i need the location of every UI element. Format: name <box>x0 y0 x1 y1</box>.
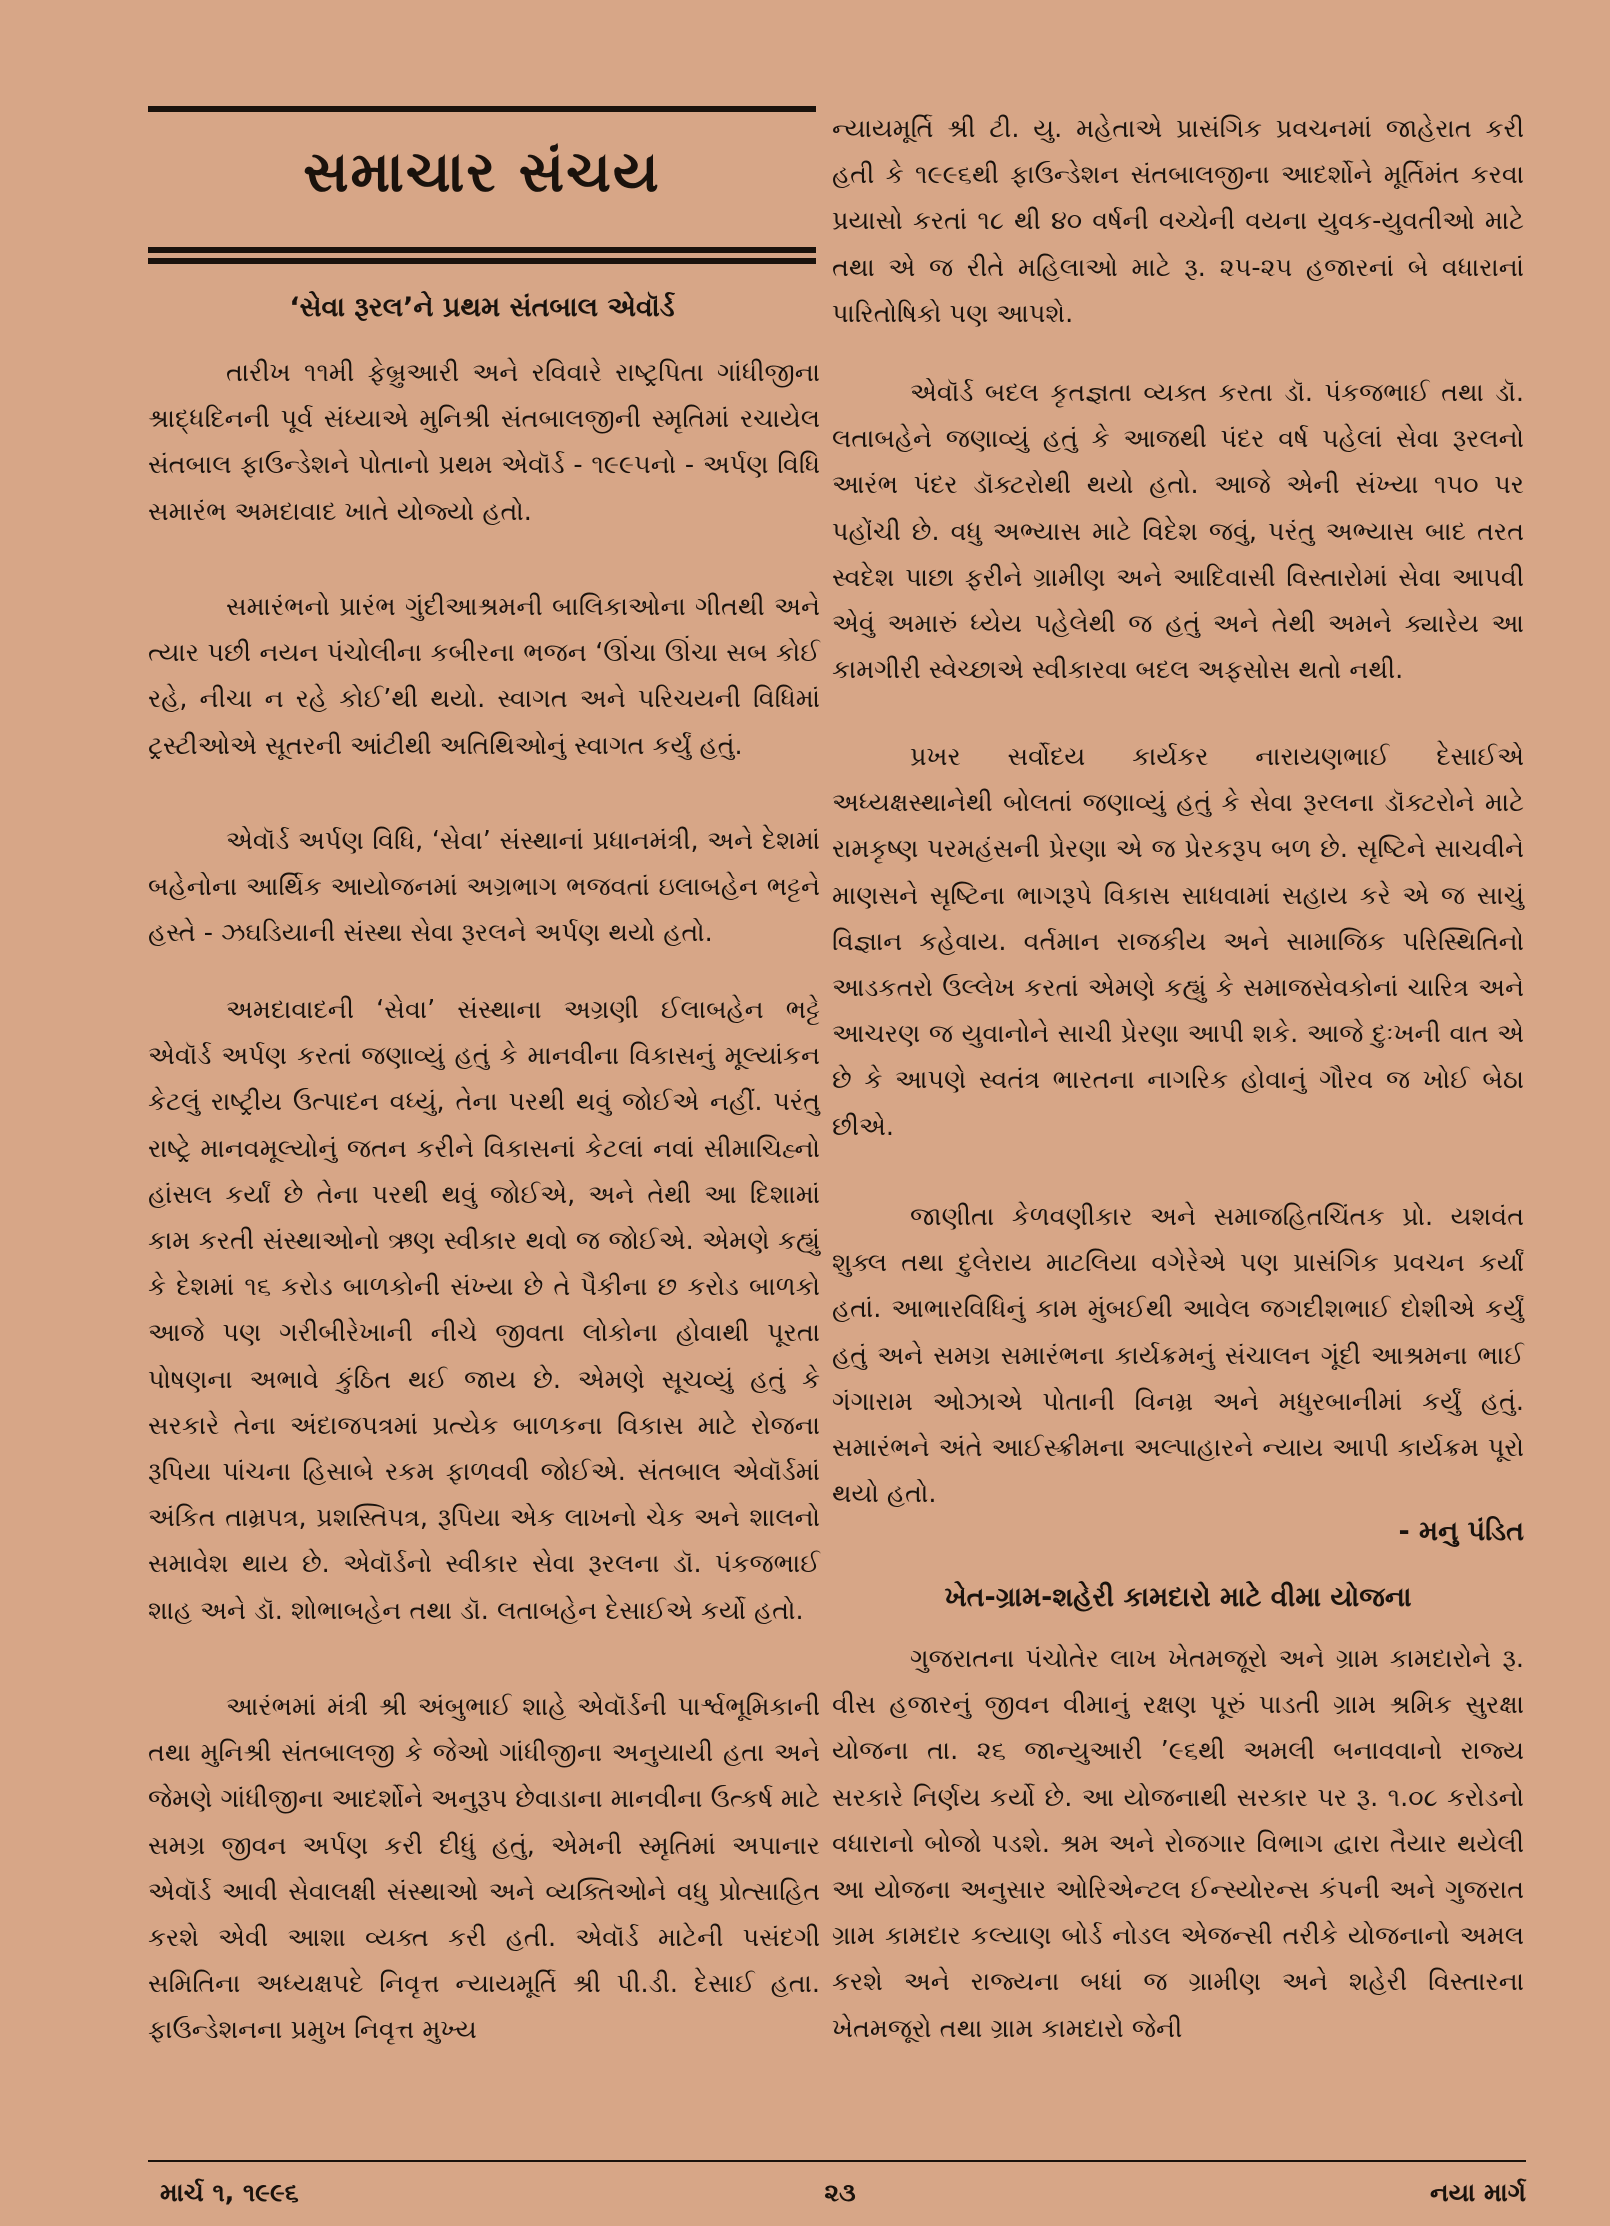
article-heading: ખેત-ગ્રામ-શહેરી કામદારો માટે વીમા યોજના <box>944 1582 1412 1613</box>
article-paragraph: એવૉર્ડ અર્પણ વિધિ, ‘સેવા’ સંસ્થાનાં પ્રધાનમંત્રી, અને દેશમાં બહેનોના આર્થિક આયોજનમાં અગ્રભાગ ભજવતાં ઇલાબહેન ભટ્ટને હસ્તે - ઝઘડિયાની સંસ્થા સેવા રૂરલને અર્પણ થયો હતો. <box>148 826 820 949</box>
publication-name: નયા માર્ગ <box>1430 2178 1526 2207</box>
article-heading: ‘સેવા રૂરલ’ને પ્રથમ સંતબાલ એવૉર્ડ <box>289 292 675 323</box>
article-paragraph: અમદાવાદની ‘સેવા’ સંસ્થાના અગ્રણી ઈલાબહેન ભટ્ટે એવૉર્ડ અર્પણ કરતાં જણાવ્યું હતું કે માનવીના વિકાસનું મૂલ્યાંકન કેટલું રાષ્ટ્રીય ઉત્પાદન વધ્યું, તેના પરથી થવું જોઈએ નહીં. પરંતુ રાષ્ટ્રે માનવમૂલ્યોનું જતન કરીને વિકાસનાં કેટલાં નવાં સીમાચિહ્નો હાંસલ કર્યાં છે તેના પરથી થવું જોઈએ, અને તેથી આ દિશામાં કામ કરતી સંસ્થાઓનો ઋણ સ્વીકાર થવો જ જોઈએ. એમણે કહ્યું કે દેશમાં ૧૬ કરોડ બાળકોની સંખ્યા છે તે પૈકીના છ કરોડ બાળકો આજે પણ ગરીબીરેખાની નીચે જીવતા લોકોના હોવાથી પૂરતા પોષણના અભાવે કુંઠિત થઈ જાય છે. એમણે સૂચવ્યું હતું કે સરકારે તેના અંદાજપત્રમાં પ્રત્યેક બાળકના વિકાસ માટે રોજના રૂપિયા પાંચના હિસાબે રકમ ફાળવવી જોઈએ. સંતબાલ એવૉર્ડમાં અંકિત તામ્રપત્ર, પ્રશસ્તિપત્ર, રૂપિયા એક લાખનો ચેક અને શાલનો સમાવેશ થાય છે. એવૉર્ડનો સ્વીકાર સેવા રૂરલના ડૉ. પંકજભાઈ શાહ અને ડૉ. શોભાબહેન તથા ડૉ. લતાબહેન દેસાઈએ કર્યો હતો. <box>148 995 820 1626</box>
page-title: સમાચાર સંચય <box>303 140 661 205</box>
article-paragraph: આરંભમાં મંત્રી શ્રી અંબુભાઈ શાહે એવૉર્ડની પાર્શ્વભૂમિકાની તથા મુનિશ્રી સંતબાલજી કે જેઓ ગાંધીજીના અનુયાયી હતા અને જેમણે ગાંધીજીના આદર્શોને અનુરૂપ છેવાડાના માનવીના ઉત્કર્ષ માટે સમગ્ર જીવન અર્પણ કરી દીધું હતું, એમની સ્મૃતિમાં અપાનાર એવૉર્ડ આવી સેવાલક્ષી સંસ્થાઓ અને વ્યક્તિઓને વધુ પ્રોત્સાહિત કરશે એવી આશા વ્યક્ત કરી હતી. એવૉર્ડ માટેની પસંદગી સમિતિના અધ્યક્ષપદે નિવૃત્ત ન્યાયમૂર્તિ શ્રી પી.ડી. દેસાઈ હતા. ફાઉન્ડેશનના પ્રમુખ નિવૃત્ત મુખ્ય <box>148 1692 820 2046</box>
article-paragraph: પ્રખર સર્વોદય કાર્યકર નારાયણભાઈ દેસાઈએ અધ્યક્ષસ્થાનેથી બોલતાં જણાવ્યું હતું કે સેવા રૂરલના ડૉક્ટરોને માટે રામકૃષ્ણ પરમહંસની પ્રેરણા એ જ પ્રેરકરૂપ બળ છે. સૃષ્ટિને સાચવીને માણસને સૃષ્ટિના ભાગરૂપે વિકાસ સાધવામાં સહાય કરે એ જ સાચું વિજ્ઞાન કહેવાય. વર્તમાન રાજકીય અને સામાજિક પરિસ્થિતિનો આડકતરો ઉલ્લેખ કરતાં એમણે કહ્યું કે સમાજસેવકોનાં ચારિત્ર અને આચરણ જ યુવાનોને સાચી પ્રેરણા આપી શકે. આજે દુઃખની વાત એ છે કે આપણે સ્વતંત્ર ભારતના નાગરિક હોવાનું ગૌરવ જ ખોઈ બેઠા છીએ. <box>832 742 1524 1142</box>
article-paragraph: તારીખ ૧૧મી ફેબ્રુઆરી અને રવિવારે રાષ્ટ્રપિતા ગાંધીજીના શ્રાદ્ધદિનની પૂર્વ સંધ્યાએ મુનિશ્રી સંતબાલજીની સ્મૃતિમાં રચાયેલ સંતબાલ ફાઉન્ડેશને પોતાનો પ્રથમ એવૉર્ડ - ૧૯૯૫નો - અર્પણ વિધિ સમારંભ અમદાવાદ ખાતે યોજ્યો હતો. <box>148 358 820 527</box>
article-paragraph: ગુજરાતના પંચોતેર લાખ ખેતમજૂરો અને ગ્રામ કામદારોને રૂ. વીસ હજારનું જીવન વીમાનું રક્ષણ પૂરું પાડતી ગ્રામ શ્રમિક સુરક્ષા યોજના તા. ૨૬ જાન્યુઆરી ’૯૬થી અમલી બનાવવાનો રાજ્ય સરકારે નિર્ણય કર્યો છે. આ યોજનાથી સરકાર પર રૂ. ૧.૦૮ કરોડનો વધારાનો બોજો પડશે. શ્રમ અને રોજગાર વિભાગ દ્વારા તૈયાર થયેલી આ યોજના અનુસાર ઓરિએન્ટલ ઈન્સ્યોરન્સ કંપની અને ગુજરાત ગ્રામ કામદાર કલ્યાણ બોર્ડ નોડલ એજન્સી તરીકે યોજનાનો અમલ કરશે અને રાજ્યના બધાં જ ગ્રામીણ અને શહેરી વિસ્તારના ખેતમજૂરો તથા ગ્રામ કામદારો જેની <box>832 1644 1524 2044</box>
page-number: ૨૩ <box>824 2178 856 2207</box>
author-signature: - મનુ પંડિત <box>1398 1516 1524 1547</box>
footer-date: માર્ચ ૧, ૧૯૯૬ <box>160 2178 299 2207</box>
article-paragraph: સમારંભનો પ્રારંભ ગુંદીઆશ્રમની બાલિકાઓના ગીતથી અને ત્યાર પછી નયન પંચોલીના કબીરના ભજન ‘ઊંચા ઊંચા સબ કોઈ રહે, નીચા ન રહે કોઈ’થી થયો. સ્વાગત અને પરિચયની વિધિમાં ટ્રસ્ટીઓએ સૂતરની આંટીથી અતિથિઓનું સ્વાગત કર્યું હતું. <box>148 592 820 761</box>
footer-rule <box>148 2160 1526 2162</box>
masthead-top-rule <box>148 106 816 112</box>
masthead-bottom-rule-1 <box>148 247 816 253</box>
masthead-bottom-rule-2 <box>148 258 816 264</box>
article-paragraph: ન્યાયમૂર્તિ શ્રી ટી. યુ. મહેતાએ પ્રાસંગિક પ્રવચનમાં જાહેરાત કરી હતી કે ૧૯૯૬થી ફાઉન્ડેશન સંતબાલજીના આદર્શોને મૂર્તિમંત કરવા પ્રયાસો કરતાં ૧૮ થી ૪૦ વર્ષની વચ્ચેની વયના યુવક-યુવતીઓ માટે તથા એ જ રીતે મહિલાઓ માટે રૂ. ૨૫-૨૫ હજારનાં બે વધારાનાં પારિતોષિકો પણ આપશે. <box>832 114 1524 329</box>
article-paragraph: જાણીતા કેળવણીકાર અને સમાજહિતચિંતક પ્રો. યશવંત શુક્લ તથા દુલેરાય માટલિયા વગેરેએ પણ પ્રાસંગિક પ્રવચન કર્યાં હતાં. આભારવિધિનું કામ મુંબઈથી આવેલ જગદીશભાઈ દોશીએ કર્યું હતું અને સમગ્ર સમારંભના કાર્યક્રમનું સંચાલન ગૂંદી આશ્રમના ભાઈ ગંગારામ ઓઝાએ પોતાની વિનમ્ર અને મધુરબાનીમાં કર્યું હતું. સમારંભને અંતે આઈસ્ક્રીમના અલ્પાહારને ન્યાય આપી કાર્યક્રમ પૂરો થયો હતો. <box>832 1202 1524 1510</box>
article-paragraph: એવૉર્ડ બદલ કૃતજ્ઞતા વ્યક્ત કરતા ડૉ. પંકજભાઈ તથા ડૉ. લતાબહેને જણાવ્યું હતું કે આજથી પંદર વર્ષ પહેલાં સેવા રૂરલનો આરંભ પંદર ડૉક્ટરોથી થયો હતો. આજે એની સંખ્યા ૧૫૦ પર પહોંચી છે. વધુ અભ્યાસ માટે વિદેશ જવું, પરંતુ અભ્યાસ બાદ તરત સ્વદેશ પાછા ફરીને ગ્રામીણ અને આદિવાસી વિસ્તારોમાં સેવા આપવી એવું અમારું ધ્યેય પહેલેથી જ હતું અને તેથી અમને ક્યારેય આ કામગીરી સ્વેચ્છાએ સ્વીકારવા બદલ અફસોસ થતો નથી. <box>832 378 1524 686</box>
